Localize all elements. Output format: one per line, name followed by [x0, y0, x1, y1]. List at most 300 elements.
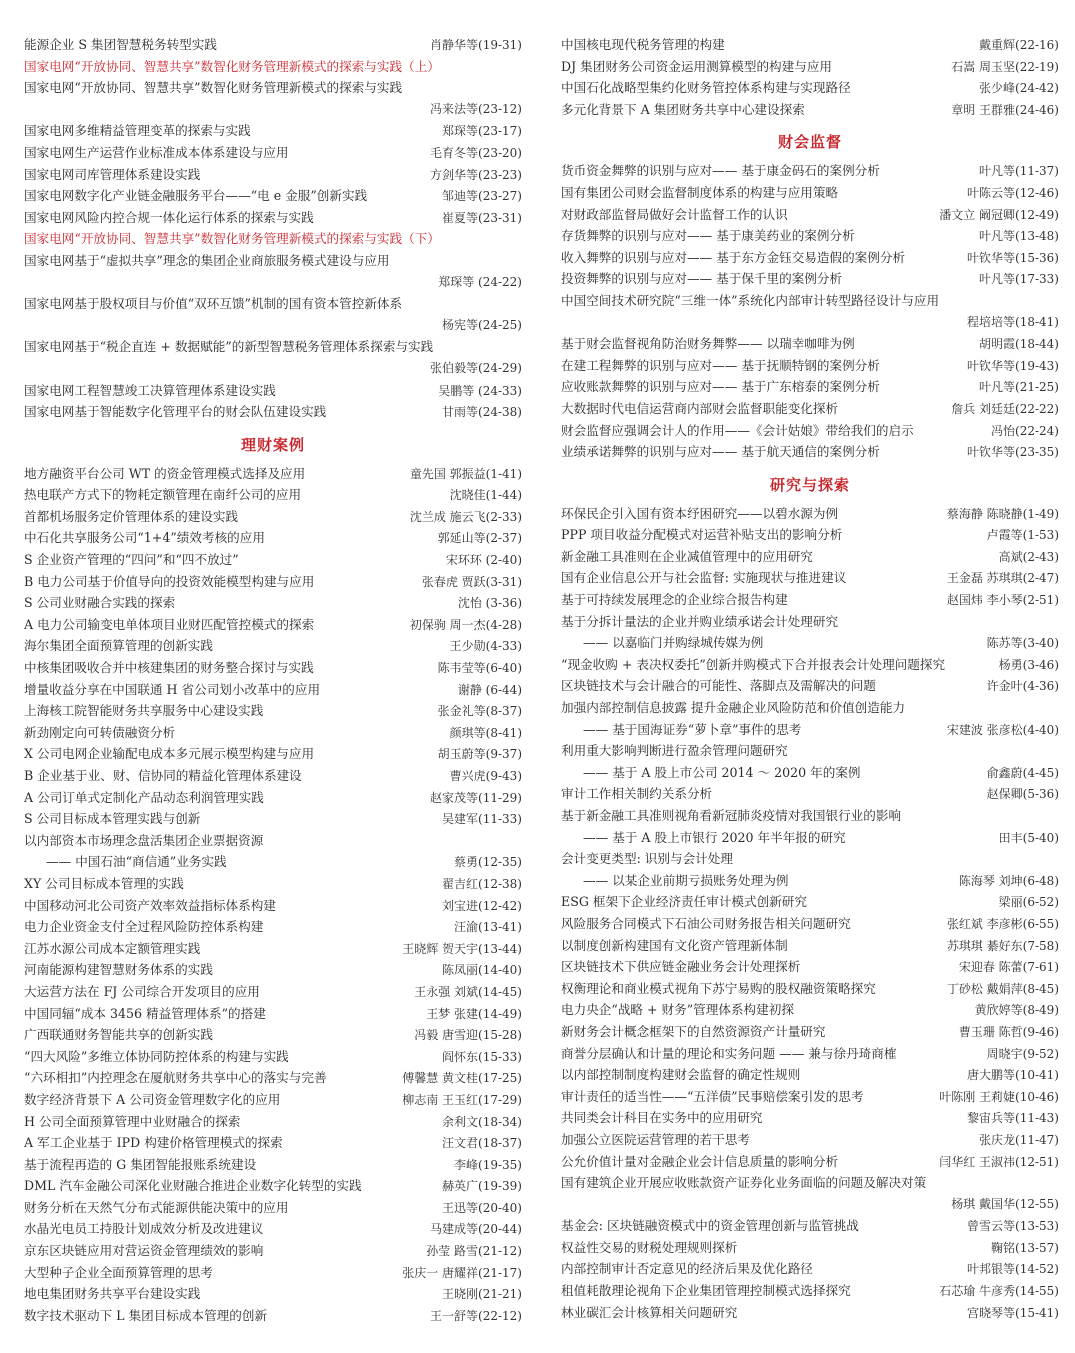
index-entry [561, 1215, 1059, 1237]
index-entry [561, 441, 1059, 463]
left-column [24, 34, 522, 1326]
entry-title: 增量收益分享在中国联通 H 省公司划小改革中的应用 [24, 681, 321, 697]
entry-author: 童先国 郭振益(1-41) [409, 466, 522, 481]
entry-author: 沈怡 (3-36) [457, 596, 522, 611]
entry-author: 叶钦华等(15-36) [967, 250, 1059, 265]
entry-author: 吴建军(11-33) [442, 812, 522, 827]
index-entry [24, 56, 522, 78]
entry-author: 张庆一 唐耀祥(21-17) [402, 1265, 522, 1280]
index-entry [24, 1197, 522, 1219]
index-entry [561, 355, 1059, 377]
entry-title: 新劲刚定向可转债融资分析 [24, 724, 176, 740]
index-entry [24, 1175, 522, 1197]
entry-title: 业绩承诺舞弊的识别与应对—— 基于航天通信的案例分析 [561, 444, 880, 460]
entry-author: 赵家茂等(11-29) [430, 790, 522, 805]
index-entry [24, 938, 522, 960]
index-entry [24, 207, 522, 229]
entry-title: 财务分析在天然气分布式能源供能决策中的应用 [24, 1199, 289, 1215]
index-entry [24, 981, 522, 1003]
index-entry [24, 228, 522, 250]
index-entry [24, 1262, 522, 1284]
entry-author: 崔夏等(23-31) [442, 210, 522, 225]
entry-author: 马建成等(20-44) [430, 1222, 522, 1237]
entry-author: 陈凤丽(14-40) [442, 963, 522, 978]
index-entry [24, 1067, 522, 1089]
entry-title: 基于分拆计量法的企业并购业绩承诺会计处理研究 [561, 613, 839, 629]
entry-title: 以内部资本市场理念盘活集团企业票据资源 [24, 832, 264, 848]
index-entry [24, 895, 522, 917]
index-entry [24, 527, 522, 549]
entry-author: 陈海琴 刘坤(6-48) [958, 873, 1059, 888]
entry-author: 王一舒等(22-12) [430, 1308, 522, 1323]
entry-author: 宫晓琴等(15-41) [967, 1305, 1059, 1320]
entry-author: 胡明霞(18-44) [979, 337, 1059, 352]
entry-title: 应收账款舞弊的识别与应对—— 基于广东榕泰的案例分析 [561, 379, 880, 395]
entry-author: 郑琛等 (24-22) [438, 274, 522, 289]
entry-title: 货币资金舞弊的识别与应对—— 基于康金码石的案例分析 [561, 163, 880, 179]
entry-title: —— 以嘉临门并购绿城传媒为例 [583, 635, 764, 651]
entry-title: —— 基于 A 股上市银行 2020 年半年报的研究 [583, 829, 846, 845]
entry-title: 国家电网基于“虚拟共享”理念的集团企业商旅服务模式建设与应用 [24, 252, 390, 268]
entry-title: 河南能源构建智慧财务体系的实践 [24, 962, 213, 978]
index-entry [561, 1237, 1059, 1259]
right-section2-list [561, 503, 1059, 1324]
index-entry [24, 34, 522, 56]
index-entry [561, 848, 1059, 870]
entry-author: 叶凡等(13-48) [979, 229, 1059, 244]
index-entry [561, 783, 1059, 805]
index-entry [24, 506, 522, 528]
entry-author: 丁砂松 戴娟萍(8-45) [946, 981, 1059, 996]
entry-author: 张金礼等(8-37) [437, 704, 522, 719]
entry-title: 国家电网基于“税企直连 + 数据赋能”的新型智慧税务管理体系探索与实践 [24, 339, 434, 355]
entry-author: 詹兵 刘廷廷(22-22) [951, 401, 1059, 416]
entry-author: 叶陈云等(12-46) [967, 185, 1059, 200]
index-entry [561, 1280, 1059, 1302]
index-entry [24, 1154, 522, 1176]
entry-title: 国有企业信息公开与社会监督: 实施现状与推进建议 [561, 570, 847, 586]
index-entry [561, 956, 1059, 978]
entry-author: 王永强 刘斌(14-45) [414, 984, 522, 999]
index-entry [24, 657, 522, 679]
entry-title: 能源企业 S 集团智慧税务转型实践 [24, 37, 217, 52]
index-entry [24, 1111, 522, 1133]
entry-author: 叶凡等(11-37) [979, 164, 1059, 179]
entry-title: 利用重大影响判断进行盈余管理问题研究 [561, 743, 788, 759]
left-top-list [24, 34, 522, 423]
entry-title: 以内部控制制度构建财会监督的确定性规则 [561, 1067, 801, 1083]
index-entry [24, 916, 522, 938]
entry-title: S 公司业财融合实践的探索 [24, 595, 176, 611]
entry-title: 新财务会计概念框架下的自然资源资产计量研究 [561, 1023, 826, 1039]
right-top-list [561, 34, 1059, 120]
entry-author: 肖静华等(19-31) [430, 38, 522, 52]
entry-title: 大运营方法在 FJ 公司综合开发项目的应用 [24, 983, 260, 999]
index-entry [561, 376, 1059, 398]
entry-author: 俞鑫蔚(4-45) [986, 765, 1059, 780]
entry-author: 颜琪等(8-41) [449, 725, 522, 740]
entry-author: 郭延山等(2-37) [437, 531, 522, 546]
entry-title: S 公司目标成本管理实践与创新 [24, 811, 201, 827]
entry-title: 权益性交易的财税处理规则探析 [561, 1239, 738, 1255]
entry-title: 权衡理论和商业模式视角下苏宁易购的股权融资策略探究 [561, 980, 876, 996]
index-entry [24, 315, 522, 337]
left-section-list [24, 463, 522, 1327]
section-title-caihui-jiandu: 财会监督 [777, 133, 842, 152]
entry-author: 阎怀东(15-33) [442, 1049, 522, 1064]
entry-author: 蔡海静 陈晓静(1-49) [946, 506, 1059, 521]
index-entry [561, 870, 1059, 892]
index-entry [561, 589, 1059, 611]
entry-title: 广西联通财务智能共享的创新实践 [24, 1027, 213, 1043]
entry-author: 冯怡(22-24) [991, 423, 1059, 438]
index-entry [24, 851, 522, 873]
entry-title: DJ 集团财务公司资金运用测算模型的构建与应用 [561, 58, 833, 74]
entry-author: 石芯瑜 牛彦秀(14-55) [939, 1284, 1059, 1299]
entry-author: 方剑华等(23-23) [430, 167, 522, 182]
index-entry [24, 77, 522, 99]
entry-title: 收入舞弊的识别与应对—— 基于东方金钰交易造假的案例分析 [561, 249, 906, 265]
index-entry [561, 1086, 1059, 1108]
index-entry [24, 614, 522, 636]
entry-author: 张红斌 李彦彬(6-55) [946, 916, 1059, 931]
index-entry [561, 99, 1059, 121]
entry-author: 王少勋(4-33) [449, 639, 522, 654]
index-entry [561, 719, 1059, 741]
index-entry [561, 1172, 1059, 1194]
entry-author: 沈兰成 施云飞(2-33) [409, 509, 522, 524]
entry-title: A 电力公司输变电单体项目业财匹配管控模式的探索 [24, 616, 315, 632]
entry-title: 中国石化战略型集约化财务管控体系构建与实现路径 [561, 80, 851, 96]
index-entry [561, 204, 1059, 226]
index-entry [561, 891, 1059, 913]
entry-author: 梁丽(6-52) [998, 895, 1059, 910]
index-entry [561, 740, 1059, 762]
entry-title: 电力央企“战略 + 财务”管理体系构建初探 [561, 1002, 794, 1018]
entry-author: 胡玉蔚等(9-37) [437, 747, 522, 762]
entry-author: 王晓刚(21-21) [442, 1287, 522, 1302]
entry-title: 风险服务合同模式下石油公司财务报告相关问题研究 [561, 915, 851, 931]
entry-title: 大数据时代电信运营商内部财会监督职能变化探析 [561, 400, 839, 416]
entry-title: PPP 项目收益分配模式对运营补贴支出的影响分析 [561, 527, 843, 543]
entry-title: —— 基于 A 股上市公司 2014 ～ 2020 年的案例 [583, 764, 861, 780]
index-entry [561, 654, 1059, 676]
entry-title: 地电集团财务共享平台建设实践 [24, 1286, 201, 1302]
index-entry [24, 142, 522, 164]
entry-author: 杨宪等(24-25) [442, 317, 522, 332]
index-entry [24, 700, 522, 722]
entry-author: 王晓辉 贺天宇(13-44) [402, 941, 522, 956]
entry-title: 内部控制审计否定意见的经济后果及优化路径 [561, 1261, 813, 1277]
index-entry [561, 247, 1059, 269]
entry-author: 曾雪云等(13-53) [967, 1219, 1059, 1234]
index-entry [24, 1024, 522, 1046]
entry-author: 叶钦华等(19-43) [967, 358, 1059, 373]
section-title-yanjiu-tansuo: 研究与探索 [769, 475, 850, 494]
entry-title: B 电力公司基于价值导向的投资效能模型构建与应用 [24, 573, 315, 589]
index-entry [24, 99, 522, 121]
index-entry [24, 272, 522, 294]
entry-title: 国家电网多维精益管理变革的探索与实践 [24, 123, 251, 139]
index-entry [24, 1132, 522, 1154]
index-entry [24, 1089, 522, 1111]
right-column [561, 34, 1059, 1323]
entry-title: 海尔集团全面预算管理的创新实践 [24, 638, 213, 654]
entry-title: 加强公立医院运营管理的若干思考 [561, 1131, 750, 1147]
entry-author: 沈晓佳(1-44) [449, 488, 522, 503]
index-entry [561, 567, 1059, 589]
entry-title: 会计变更类型: 识别与会计处理 [561, 851, 733, 867]
entry-author: 吴鹏等 (24-33) [438, 383, 522, 398]
entry-title: —— 中国石油“商信通”业务实践 [46, 854, 227, 870]
index-entry [561, 546, 1059, 568]
index-entry [561, 999, 1059, 1021]
index-entry [561, 1258, 1059, 1280]
entry-author: 王金磊 苏琪琪(2-47) [946, 571, 1059, 586]
entry-title: 在建工程舞弊的识别与应对—— 基于抚顺特钢的案例分析 [561, 357, 880, 373]
entry-title: 基于财会监督视角防治财务舞弊—— 以瑞幸咖啡为例 [561, 336, 855, 352]
index-entry [24, 549, 522, 571]
entry-author: 余利文(18-34) [442, 1114, 522, 1129]
index-entry [561, 77, 1059, 99]
entry-author: 宋环环 (2-40) [445, 553, 522, 568]
index-entry [24, 1218, 522, 1240]
entry-title: —— 基于国海证券“萝卜章”事件的思考 [583, 721, 802, 737]
index-entry [24, 592, 522, 614]
entry-author: 翟吉红(12-38) [442, 876, 522, 891]
entry-title: 国家电网“开放协同、智慧共享”数智化财务管理新模式的探索与实践 [24, 80, 403, 96]
index-entry [561, 1043, 1059, 1065]
entry-title: 投资舞弊的识别与应对—— 基于保千里的案例分析 [561, 271, 843, 287]
index-entry [561, 290, 1059, 312]
entry-author: 章明 王群雅(24-46) [951, 102, 1059, 117]
entry-author: 宋迎春 陈蕾(7-61) [958, 960, 1059, 975]
index-entry [561, 1194, 1059, 1216]
index-entry [561, 312, 1059, 334]
entry-title: 数字技术驱动下 L 集团目标成本管理的创新 [24, 1307, 268, 1323]
index-entry [561, 632, 1059, 654]
entry-author: 杨琪 戴国华(12-55) [951, 1196, 1059, 1211]
entry-author: 叶凡等(17-33) [979, 272, 1059, 287]
index-entry [24, 185, 522, 207]
entry-author: 张少峰(24-42) [979, 81, 1059, 96]
entry-author: 曹兴虎(9-43) [449, 769, 522, 783]
entry-author: 张庆龙(11-47) [979, 1132, 1059, 1147]
entry-author: 黄欣婷等(8-49) [974, 1003, 1059, 1018]
entry-title: A 公司订单式定制化产品动态利润管理实践 [24, 789, 264, 805]
index-entry [561, 762, 1059, 784]
entry-author: 潘文立 阚冠卿(12-49) [939, 207, 1059, 222]
entry-author: 周晓宇(9-52) [986, 1046, 1059, 1061]
index-entry [561, 56, 1059, 78]
entry-title: 国家电网基于智能数字化管理平台的财会队伍建设实践 [24, 404, 327, 420]
index-entry [24, 358, 522, 380]
entry-title: B 企业基于业、财、信协同的精益化管理体系建设 [24, 768, 302, 783]
index-entry [24, 380, 522, 402]
entry-author: 冯毅 唐雪迎(15-28) [414, 1028, 522, 1043]
index-entry [24, 1283, 522, 1305]
entry-title: 商誉分层确认和计量的理论和实务问题 —— 兼与徐丹琦商榷 [561, 1045, 897, 1061]
entry-author: 谢静 (6-44) [457, 682, 522, 697]
index-entry [24, 1046, 522, 1068]
entry-title: DML 汽车金融公司深化业财融合推进企业数字化转型的实践 [24, 1178, 362, 1194]
right-section1-list [561, 160, 1059, 462]
entry-title: 水晶光电员工持股计划成效分析及改进建议 [24, 1221, 264, 1237]
entry-author: 曹玉珊 陈哲(9-46) [958, 1024, 1059, 1039]
entry-title: 国有建筑企业开展应收账款资产证券化业务面临的问题及解决对策 [561, 1175, 927, 1191]
entry-title: 国有集团公司财会监督制度体系的构建与应用策略 [561, 184, 839, 200]
index-entry [24, 463, 522, 485]
index-entry [24, 293, 522, 315]
index-entry [24, 484, 522, 506]
entry-title: 上海核工院智能财务共享服务中心建设实践 [24, 703, 264, 719]
entry-author: 程培培等(18-41) [967, 314, 1059, 329]
entry-title: 基于可持续发展理念的企业综合报告构建 [561, 592, 788, 608]
index-entry [561, 805, 1059, 827]
entry-title: 基于流程再造的 G 集团智能报账系统建设 [24, 1156, 257, 1172]
entry-title: 基金会: 区块链融资模式中的资金管理创新与监管挑战 [561, 1218, 859, 1234]
index-entry [24, 164, 522, 186]
index-entry [561, 503, 1059, 525]
entry-author: 许金叶(4-36) [986, 679, 1059, 694]
index-entry [24, 1003, 522, 1025]
entry-author: 戴重辉(22-16) [979, 38, 1059, 52]
entry-author: 闫华红 王淑祎(12-51) [939, 1154, 1059, 1169]
entry-author: 孙莹 路雪(21-12) [426, 1244, 522, 1259]
entry-author: 毛育冬等(23-20) [430, 145, 522, 160]
index-entry [24, 808, 522, 830]
entry-author: 鞠铭(13-57) [991, 1240, 1059, 1255]
entry-author: 傅馨慧 黄文桂(17-25) [402, 1071, 522, 1086]
entry-title: 中核集团吸收合并中核建集团的财务整合探讨与实践 [24, 660, 314, 676]
entry-title: 国家电网基于股权项目与价值“双环互馈”机制的国有资本管控新体系 [24, 296, 403, 312]
index-entry [561, 611, 1059, 633]
entry-title: 区块链技术下供应链金融业务会计处理探析 [561, 959, 801, 975]
index-entry [24, 401, 522, 423]
entry-title: 对财政部监督局做好会计监督工作的认识 [561, 206, 788, 222]
index-entry [24, 959, 522, 981]
entry-author: 黎宙兵等(11-43) [967, 1111, 1059, 1126]
index-entry [561, 398, 1059, 420]
entry-title: X 公司电网企业输配电成本多元展示模型构建与应用 [24, 746, 315, 762]
index-entry [24, 873, 522, 895]
entry-title: ESG 框架下企业经济责任审计模式创新研究 [561, 894, 807, 910]
entry-title: 共同类会计科目在实务中的应用研究 [561, 1110, 763, 1126]
index-entry [24, 679, 522, 701]
entry-author: 张伯毅等(24-29) [430, 360, 522, 375]
entry-author: 冯来法等(23-12) [430, 101, 522, 116]
entry-author: 王迅等(20-40) [442, 1200, 522, 1215]
entry-title: 数字经济背景下 A 公司资金管理数字化的应用 [24, 1091, 281, 1107]
entry-title: 多元化背景下 A 集团财务共享中心建设探索 [561, 101, 805, 117]
entry-author: 郑琛等(23-17) [442, 124, 522, 139]
entry-title: 江苏水源公司成本定额管理实践 [24, 940, 201, 956]
index-entry [24, 722, 522, 744]
entry-author: 邹迪等(23-27) [442, 189, 522, 204]
entry-title: 电力企业资金支付全过程风险防控体系构建 [24, 919, 264, 935]
entry-title: 区块链技术与会计融合的可能性、落脚点及需解决的问题 [561, 678, 876, 694]
entry-author: 卢霞等(1-53) [986, 528, 1059, 543]
entry-author: 赵保卿(5-36) [986, 787, 1059, 802]
entry-title: 京东区块链应用对营运资金管理绩效的影响 [24, 1243, 264, 1259]
index-entry [561, 827, 1059, 849]
index-entry [561, 697, 1059, 719]
entry-title: 首都机场服务定价管理体系的建设实践 [24, 508, 239, 524]
index-entry [24, 830, 522, 852]
entry-title: —— 以某企业前期亏损账务处理为例 [583, 872, 789, 888]
section-title-licai: 理财案例 [240, 435, 305, 454]
entry-title: 地方融资平台公司 WT 的资金管理模式选择及应用 [24, 465, 306, 481]
entry-author: 田丰(5-40) [998, 830, 1059, 845]
index-entry [561, 1064, 1059, 1086]
entry-author: 叶凡等(21-25) [979, 380, 1059, 395]
entry-title: 公允价值计量对金融企业会计信息质量的影响分析 [561, 1153, 839, 1169]
entry-title: “四大风险”多维立体协同防控体系的构建与实践 [24, 1048, 289, 1064]
entry-author: 甘雨等(24-38) [442, 405, 522, 420]
index-entry [24, 1240, 522, 1262]
index-entry [24, 250, 522, 272]
entry-title: 中国空间技术研究院“三维一体”系统化内部审计转型路径设计与应用 [561, 292, 940, 308]
index-entry [561, 913, 1059, 935]
entry-title: “现金收购 + 表决权委托”创新并购模式下合并报表会计处理问题探究 [561, 656, 946, 672]
index-entry [561, 1129, 1059, 1151]
entry-title: 国家电网工程智慧竣工决算管理体系建设实践 [24, 382, 276, 398]
entry-title: 中国核电现代税务管理的构建 [561, 37, 725, 52]
entry-heading: 国家电网“开放协同、智慧共享”数智化财务管理新模式的探索与实践（上） [24, 58, 440, 74]
entry-author: 赫英广(19-39) [442, 1179, 522, 1194]
index-entry [24, 1305, 522, 1327]
entry-title: 加强内部控制信息披露 提升金融企业风险防范和价值创造能力 [561, 700, 906, 716]
index-entry [561, 675, 1059, 697]
entry-author: 王梦 张建(14-49) [426, 1006, 522, 1021]
entry-title: 以制度创新构建国有文化资产管理新体制 [561, 937, 788, 953]
index-entry [561, 1302, 1059, 1324]
entry-title: 中石化共享服务公司“1+4”绩效考核的应用 [24, 530, 265, 546]
entry-author: 叶邦银等(14-52) [967, 1262, 1059, 1277]
entry-author: 张春虎 贾跃(3-31) [421, 574, 522, 589]
entry-title: 中国移动河北公司资产效率效益指标体系构建 [24, 897, 276, 913]
entry-title: 国家电网数字化产业链金融服务平台——“电 e 金服”创新实践 [24, 188, 368, 204]
entry-author: 汪文君(18-37) [442, 1136, 522, 1151]
entry-title: A 军工企业基于 IPD 构建价格管理模式的探索 [24, 1135, 283, 1151]
entry-title: 基于新金融工具准则视角看新冠肺炎疫情对我国银行业的影响 [561, 808, 902, 823]
entry-author: 高斌(2-43) [998, 549, 1059, 564]
index-entry [561, 160, 1059, 182]
entry-author: 初保驹 周一杰(4-28) [409, 617, 522, 632]
index-entry [561, 1151, 1059, 1173]
entry-title: 存货舞弊的识别与应对—— 基于康美药业的案例分析 [561, 228, 855, 244]
entry-author: 唐大鹏等(10-41) [967, 1068, 1059, 1083]
index-entry [561, 34, 1059, 56]
index-entry [561, 935, 1059, 957]
entry-title: 财会监督应强调会计人的作用——《会计姑娘》带给我们的启示 [561, 422, 914, 438]
entry-author: 李峰(19-35) [454, 1157, 522, 1172]
entry-title: H 公司全面预算管理中业财融合的探索 [24, 1113, 241, 1129]
entry-title: 环保民企引入国有资本纾困研究——以碧水源为例 [561, 505, 839, 521]
index-entry [561, 182, 1059, 204]
index-entry [561, 268, 1059, 290]
entry-author: 宋建波 张彦松(4-40) [946, 722, 1059, 737]
entry-author: 陈苏等(3-40) [986, 636, 1059, 651]
index-entry [24, 635, 522, 657]
index-entry [24, 743, 522, 765]
entry-title: 国家电网生产运营作业标准成本体系建设与应用 [24, 144, 289, 160]
entry-title: 租值耗散理论视角下企业集团管理控制模式选择探究 [561, 1283, 851, 1299]
entry-title: 热电联产方式下的物耗定额管理在南纤公司的应用 [24, 487, 302, 503]
entry-title: 国家电网司库管理体系建设实践 [24, 166, 201, 182]
entry-title: 大型种子企业全面预算管理的思考 [24, 1264, 213, 1280]
entry-author: 杨勇(3-46) [998, 657, 1059, 672]
